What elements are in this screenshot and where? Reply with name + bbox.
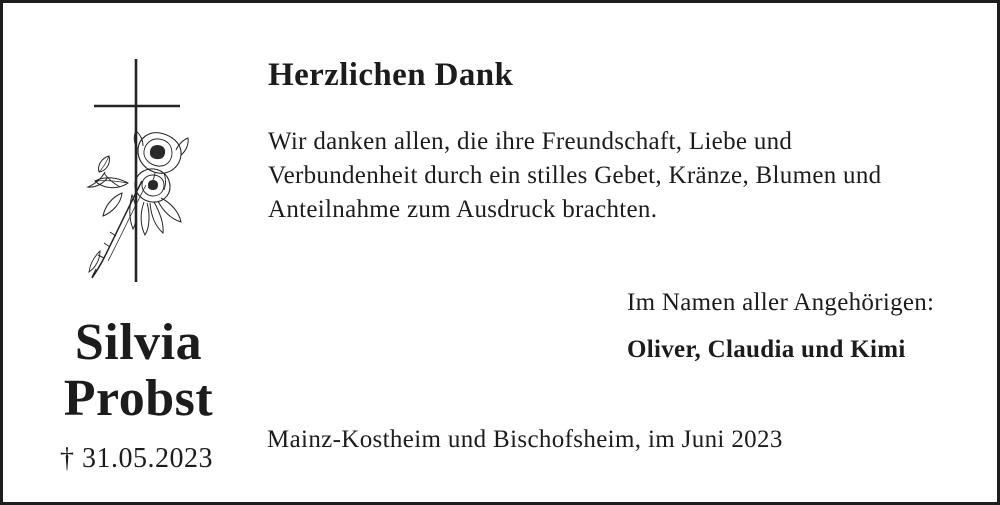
thanks-line-1: Wir danken allen, die ihre Freundschaft, Liebe und [268, 128, 793, 155]
family-intro: Im Namen aller Angehörigen: [627, 289, 935, 316]
deceased-last-name: Probst [63, 370, 214, 427]
thanks-line-2: Verbundenheit durch ein stilles Gebet, Kränze, Blumen und [268, 162, 882, 189]
deceased-name [41, 314, 236, 427]
family-names: Oliver, Claudia und Kimi [627, 336, 906, 363]
cross-with-roses-icon [60, 51, 195, 291]
deceased-first-name: Silvia [74, 314, 203, 371]
roses-sketch [88, 131, 188, 278]
cross-icon [94, 59, 180, 282]
death-date: † 31.05.2023 [60, 443, 213, 474]
thanks-line-3: Anteilnahme zum Ausdruck brachten. [268, 196, 658, 223]
place-date-line: Mainz-Kostheim und Bischofsheim, im Juni 2023 [267, 426, 783, 453]
notice-heading: Herzlichen Dank [268, 57, 514, 93]
thanks-paragraph [268, 125, 881, 227]
